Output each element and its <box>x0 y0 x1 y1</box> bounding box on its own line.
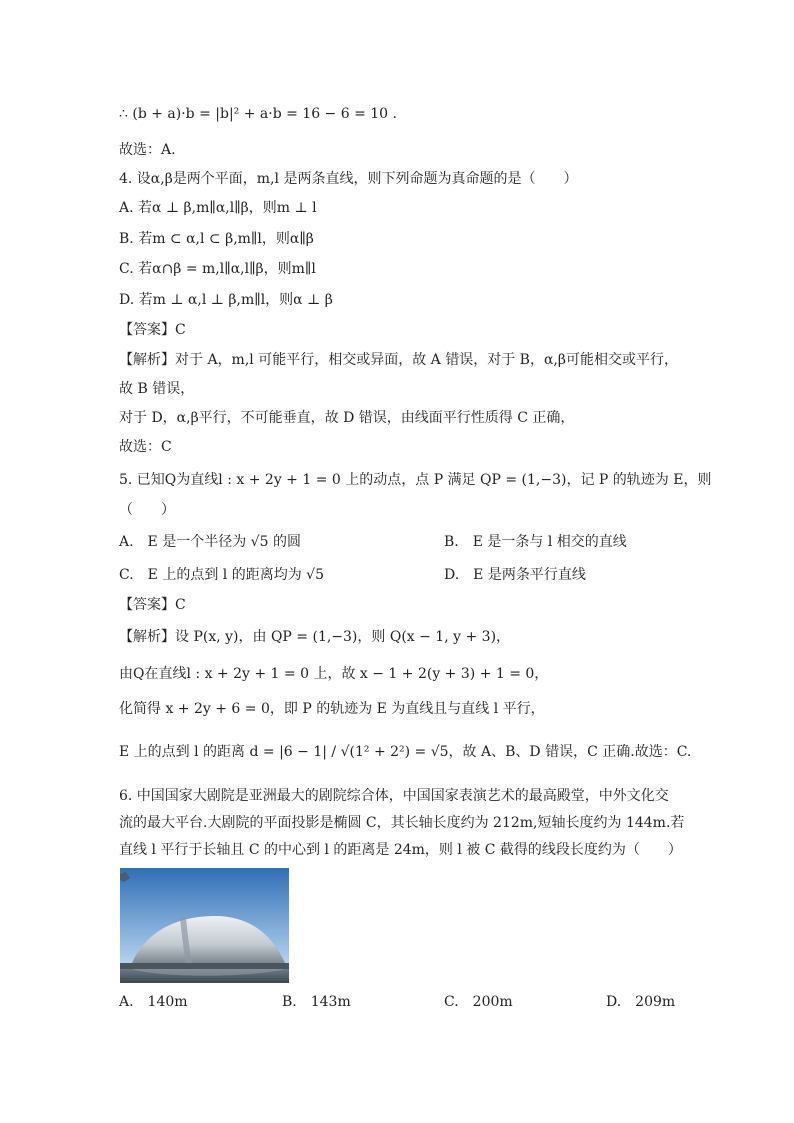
q5-option-c: C. E 上的点到 l 的距离均为 √5 <box>119 567 324 583</box>
q5-option-a: A. E 是一个半径为 √5 的圆 <box>119 534 301 550</box>
q5-analysis-line-2: 由Q在直线l : x + 2y + 1 = 0 上，故 x − 1 + 2(y + 3) + 1 = 0， <box>119 666 549 682</box>
q6-option-b: B. 143m <box>282 994 351 1010</box>
q4-option-c: C. 若α∩β = m,l∥α,l∥β，则m∥l <box>119 261 316 277</box>
q4-analysis-line-1: 【解析】对于 A，m,l 可能平行，相交或异面，故 A 错误，对于 B，α,β可能相交或平行， <box>119 352 678 368</box>
national-grand-theater-photo <box>120 868 289 983</box>
q6-option-d: D. 209m <box>606 994 676 1010</box>
q5-option-d: D. E 是两条平行直线 <box>444 567 586 583</box>
formula-line: ∴ (b + a)·b = |b|² + a·b = 16 − 6 = 10 . <box>119 106 397 122</box>
q6-stem-line-3: 直线 l 平行于长轴且 C 的中心到 l 的距离是 24m，则 l 被 C 截得的线段长度约为（ ） <box>119 842 682 858</box>
q5-option-b: B. E 是一条与 l 相交的直线 <box>444 534 627 550</box>
q4-option-a: A. 若α ⊥ β,m∥α,l∥β，则m ⊥ l <box>119 200 317 216</box>
q6-stem-line-2: 流的最大平台.大剧院的平面投影是椭圆 C，其长轴长度约为 212m,短轴长度约为 144m.若 <box>119 815 685 831</box>
q5-stem-line-1: 5. 已知Q为直线l : x + 2y + 1 = 0 上的动点，点 P 满足 QP = (1,−3)，记 P 的轨迹为 E，则 <box>119 472 712 488</box>
q5-stem-line-2: （ ） <box>119 502 175 518</box>
q4-stem: 4. 设α,β是两个平面，m,l 是两条直线，则下列命题为真命题的是（ ） <box>119 171 578 187</box>
q6-stem-line-1: 6. 中国国家大剧院是亚洲最大的剧院综合体，中国国家表演艺术的最高殿堂，中外文化交 <box>119 788 669 804</box>
q4-option-b: B. 若m ⊂ α,l ⊂ β,m∥l，则α∥β <box>119 231 314 247</box>
q4-option-d: D. 若m ⊥ α,l ⊥ β,m∥l，则α ⊥ β <box>119 292 333 308</box>
q4-analysis-line-3: 对于 D，α,β平行，不可能垂直，故 D 错误，由线面平行性质得 C 正确， <box>119 410 575 426</box>
q6-option-a: A. 140m <box>119 994 188 1010</box>
q5-analysis-line-1: 【解析】设 P(x, y)，由 QP = (1,−3)，则 Q(x − 1, y + 3)， <box>119 629 511 645</box>
prev-choose-line: 故选：A. <box>119 142 176 158</box>
q5-analysis-line-4: E 上的点到 l 的距离 d = |6 − 1| / √(1² + 2²) = √5，故 A、B、D 错误，C 正确.故选：C. <box>119 744 692 760</box>
q5-analysis-line-3: 化简得 x + 2y + 6 = 0，即 P 的轨迹为 E 为直线且与直线 l 平行， <box>119 701 545 717</box>
q5-answer: 【答案】C <box>119 597 186 613</box>
q4-analysis-line-4: 故选：C <box>119 439 172 455</box>
q4-analysis-line-2: 故 B 错误， <box>119 381 195 397</box>
q4-answer: 【答案】C <box>119 322 186 338</box>
q6-option-c: C. 200m <box>444 994 513 1010</box>
